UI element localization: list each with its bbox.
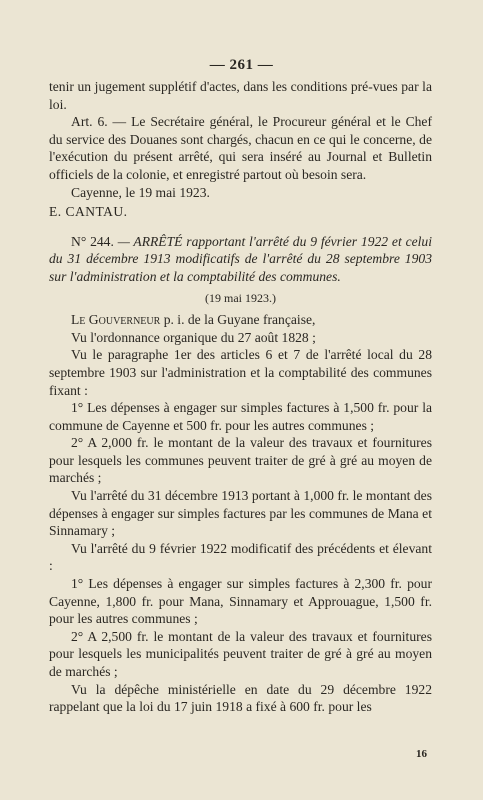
gouverneur-line [49,311,432,329]
page-body [49,78,432,716]
date-line: Cayenne, le 19 mai 1923. [71,184,210,200]
list-item: 1° Les dépenses à engager sur simples factures à 2,300 fr. pour Cayenne, 1,800 fr. pour Mana, Sinnamary et Approuague, 1,500 fr. pour les autres communes ; [49,576,432,627]
signature-mark: 16 [416,748,427,760]
signature: E. CANTAU. [49,204,128,220]
gouverneur-rest: p. i. de la Guyane française, [160,312,316,328]
considerant: Vu l'arrêté du 31 décembre 1913 portant à 1,000 fr. le montant des dépenses à engager sur simples factures par les communes de Mana et Sinnamary ; [49,488,432,539]
page-number-header: — 261 — [209,57,274,73]
considerant: Vu la dépêche ministérielle en date du 29 décembre 1922 rappelant que la loi du 17 juin 1918 a fixé à 600 fr. pour les [49,681,432,715]
arrete-date: (19 mai 1923.) [205,290,276,305]
considerant: Vu l'ordonnance organique du 27 août 1828 ; [71,329,316,345]
list-item: 2° A 2,000 fr. le montant de la valeur des travaux et fournitures pour lesquels les communes peuvent traiter de gré à gré au moyen de marchés ; [49,435,432,486]
list-item: 1° Les dépenses à engager sur simples factures à 1,500 fr. pour la commune de Cayenne et 500 fr. pour les autres communes ; [49,400,432,433]
arrete-heading [49,233,432,286]
arrete-number: N° 244. [71,233,114,249]
paragraph-article-6: Art. 6. — Le Secrétaire général, le Procureur général et le Chef du service des Douanes sont chargés, chacun en ce qui le concerne, de l'exécution du présent arrêté, qui sera inséré au Journal et Bulletin officiels de la colonie, et enregistré partout où besoin sera. [49,114,432,182]
considerant: Vu l'arrêté du 9 février 1922 modificatif des précédents et élevant : [49,540,432,574]
paragraph: tenir un jugement supplétif d'actes, dans les conditions pré-vues par la loi. [49,79,432,112]
gouverneur-lead: Le Gouverneur [71,312,161,328]
considerant: Vu le paragraphe 1er des articles 6 et 7 de l'arrêté local du 28 septembre 1903 sur l'administration et la comptabilité des communes fixant : [49,347,432,398]
list-item: 2° A 2,500 fr. le montant de la valeur des travaux et fournitures pour lesquels les municipalités peuvent traiter de gré à gré au moyen de marchés ; [49,628,432,679]
arrete-title: — ARRÊTÉ rapportant l'arrêté du 9 février 1922 et celui du 31 décembre 1913 modificatifs de l'arrêté du 28 septembre 1903 sur l'administration et la comptabilité des communes. [49,233,432,284]
